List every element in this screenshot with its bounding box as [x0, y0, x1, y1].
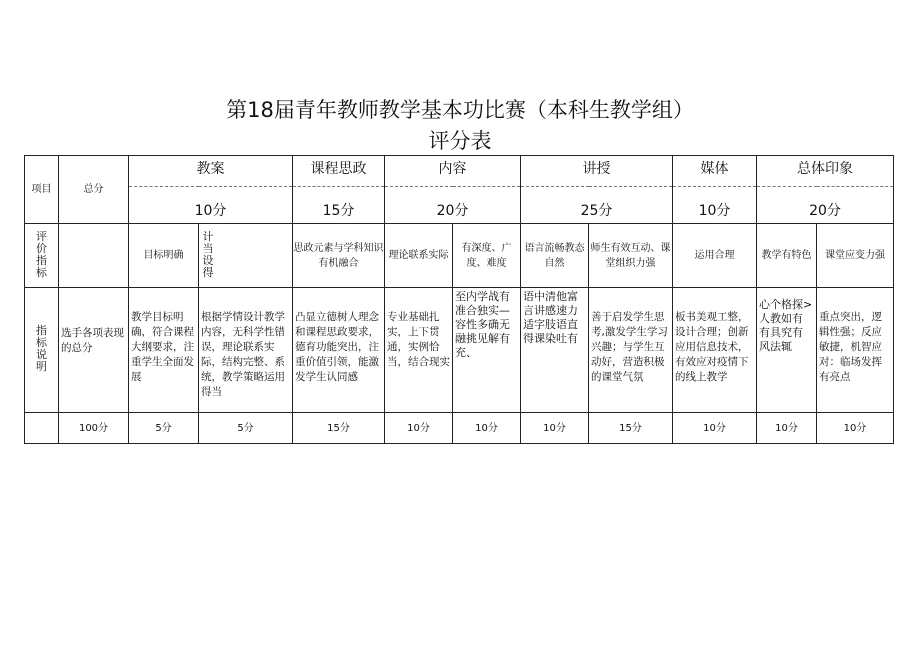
indicator-8: 运用合理	[673, 224, 757, 288]
scores-label-empty	[25, 413, 59, 444]
indicator-7: 师生有效互动、课堂组织力强	[589, 224, 673, 288]
description-9: 心个格探>人教如有有具究有风法辄	[757, 288, 817, 413]
description-8: 板书美观工整，设计合理；创新应用信息技术，有效应对疫情下的线上教学	[673, 288, 757, 413]
score-item-7: 15分	[589, 413, 673, 444]
score-media: 10分	[673, 187, 757, 224]
description-6: 语中清他富言讲感速力适字肢语直得课染吐有	[521, 288, 589, 413]
descriptions-label: 指标说明	[25, 288, 59, 413]
score-lesson-plan: 10分	[129, 187, 293, 224]
score-table	[24, 155, 894, 444]
score-item-9: 10分	[757, 413, 817, 444]
indicator-10: 课堂应变力强	[817, 224, 894, 288]
score-lecture: 25分	[521, 187, 673, 224]
indicator-1: 目标明确	[129, 224, 199, 288]
description-total: 选手各项表现的总分	[59, 288, 129, 413]
indicators-label: 评价指标	[25, 224, 59, 288]
description-7: 善于启发学生思考,激发学生学习兴趣；与学生互动好，营造积极的课堂气氛	[589, 288, 673, 413]
indicator-3: 思政元素与学科知识有机融合	[293, 224, 385, 288]
score-item-10: 10分	[817, 413, 894, 444]
score-item-2: 5分	[199, 413, 293, 444]
indicator-6: 语言流畅教态自然	[521, 224, 589, 288]
score-ideology: 15分	[293, 187, 385, 224]
score-item-6: 10分	[521, 413, 589, 444]
description-10: 重点突出，逻辑性强；反应敏捷，机智应对：临场发挥有亮点	[817, 288, 894, 413]
description-2: 根据学情设计教学内容，无科学性错误，理论联系实际，结构完整、系统，教学策略运用得当	[199, 288, 293, 413]
description-4: 专业基础扎实，上下贯通，实例恰当，结合现实	[385, 288, 453, 413]
item-label: 项目	[25, 156, 59, 224]
score-item-5: 10分	[453, 413, 521, 444]
score-item-1: 5分	[129, 413, 199, 444]
category-overall: 总体印象	[757, 156, 894, 187]
description-5: 至内学战有准合独实—容性多确无融挑见解有充、	[453, 288, 521, 413]
indicator-4: 理论联系实际	[385, 224, 453, 288]
score-item-4: 10分	[385, 413, 453, 444]
indicators-total-empty	[59, 224, 129, 288]
indicator-5: 有深度、广度、难度	[453, 224, 521, 288]
total-label: 总分	[59, 156, 129, 224]
description-1: 教学目标明确，符合课程大纲要求，注重学生全面发展	[129, 288, 199, 413]
score-item-8: 10分	[673, 413, 757, 444]
score-overall: 20分	[757, 187, 894, 224]
indicator-9: 教学有特色	[757, 224, 817, 288]
description-3: 凸显立德树人理念和课程思政要求，德育功能突出，注重价值引领，能激发学生认同感	[293, 288, 385, 413]
category-lecture: 讲授	[521, 156, 673, 187]
indicator-2: 计当设得	[199, 224, 293, 288]
score-item-3: 15分	[293, 413, 385, 444]
category-ideology: 课程思政	[293, 156, 385, 187]
score-total: 100分	[59, 413, 129, 444]
category-lesson-plan: 教案	[129, 156, 293, 187]
title-line-1: 第18届青年教师教学基本功比赛（本科生教学组）	[226, 98, 694, 122]
title-line-2: 评分表	[428, 129, 492, 153]
category-media: 媒体	[673, 156, 757, 187]
score-content: 20分	[385, 187, 521, 224]
category-content: 内容	[385, 156, 521, 187]
